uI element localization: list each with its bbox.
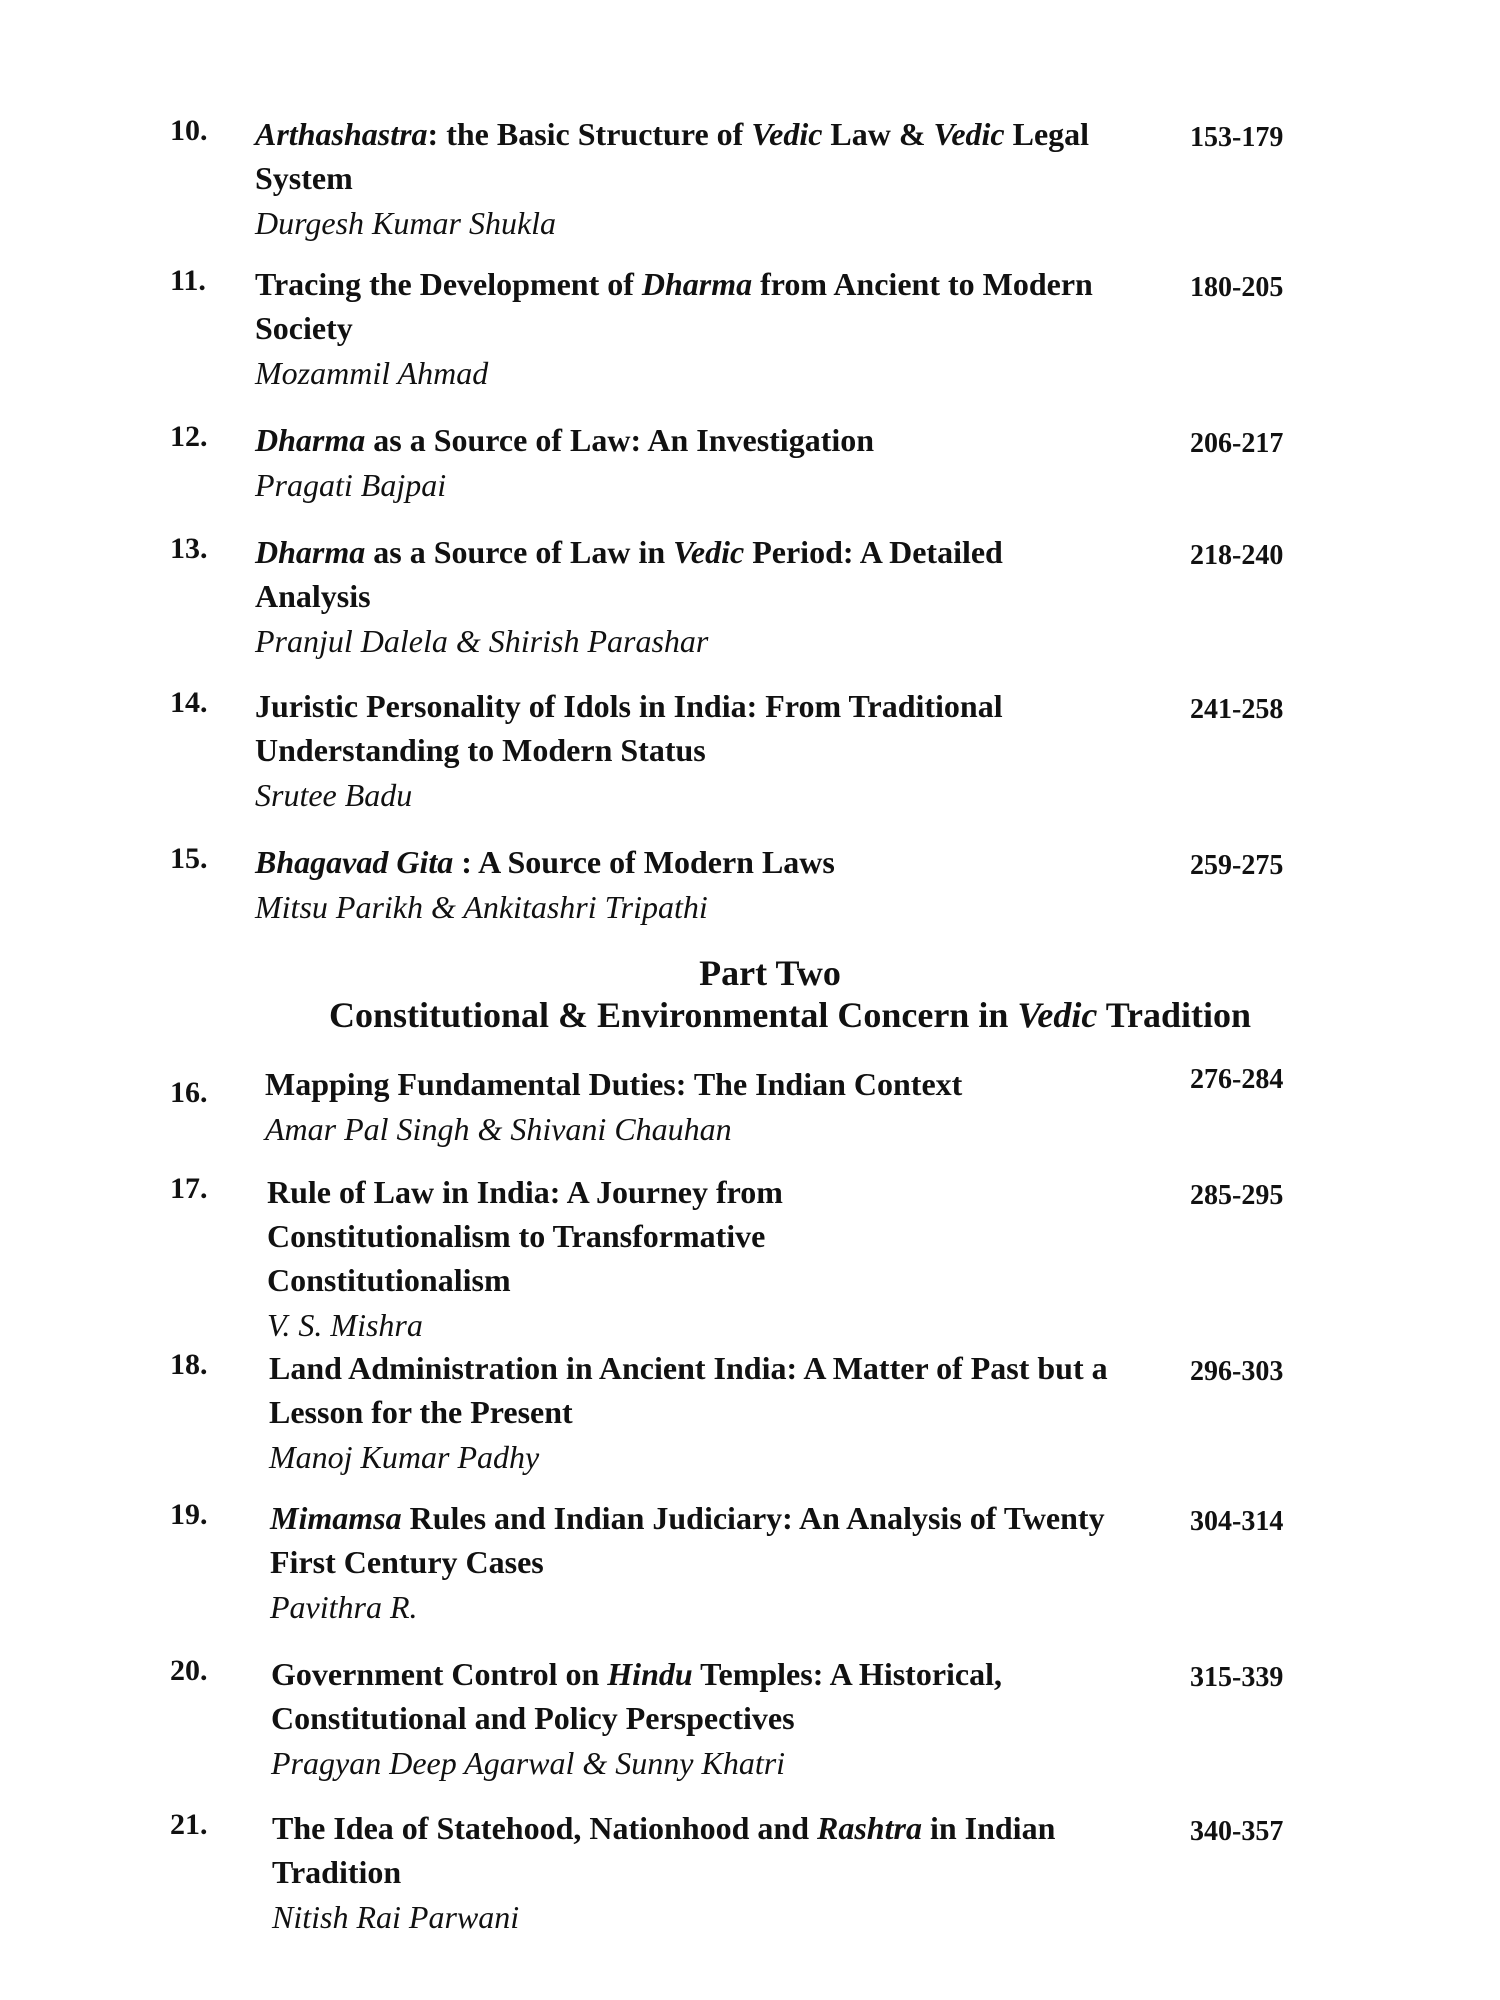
entry-title (269, 1346, 1129, 1434)
entry-author: V. S. Mishra (267, 1307, 423, 1343)
entry-author: Amar Pal Singh & Shivani Chauhan (265, 1111, 732, 1147)
part-two-heading: Part Two (699, 953, 841, 993)
entry-author: Nitish Rai Parwani (272, 1899, 520, 1935)
entry-page-range: 315-339 (1190, 1662, 1284, 1693)
entry-title (255, 112, 1115, 200)
entry-title (270, 1496, 1130, 1584)
entry-title (272, 1806, 1132, 1894)
entry-page-range: 218-240 (1190, 540, 1284, 571)
entry-page-range: 259-275 (1190, 850, 1284, 881)
title-text: The Idea of Statehood, Nationhood and (272, 1810, 817, 1846)
italic-term: Dharma (641, 266, 753, 302)
entry-author: Pavithra R. (270, 1589, 418, 1625)
entry-author: Manoj Kumar Padhy (269, 1439, 540, 1475)
entry-author: Mozammil Ahmad (255, 355, 489, 391)
title-text: Legal System (255, 116, 1090, 196)
entry-title (265, 1062, 1125, 1106)
entry-author: Durgesh Kumar Shukla (255, 205, 557, 241)
entry-number: 19. (170, 1498, 208, 1531)
title-text: Constitutional & Environmental Concern in (328, 995, 1018, 1035)
entry-number: 12. (170, 420, 208, 453)
entry-page-range: 276-284 (1190, 1064, 1284, 1095)
entry-author: Pragati Bajpai (255, 467, 447, 503)
entry-author: Srutee Badu (255, 777, 413, 813)
entry-number: 18. (170, 1348, 208, 1381)
entry-number: 13. (170, 532, 208, 565)
italic-term: Hindu (607, 1656, 693, 1692)
title-text: : A Source of Modern Laws (453, 844, 835, 880)
entry-page-range: 206-217 (1190, 428, 1284, 459)
italic-term: Dharma (255, 534, 366, 570)
entry-author: Pragyan Deep Agarwal & Sunny Khatri (271, 1745, 786, 1781)
entry-number: 11. (170, 264, 206, 297)
part-two-subtitle (0, 994, 1500, 1036)
title-text: Rule of Law in India: A Journey from Constitutionalism to Transformative Constitutionalism (267, 1174, 783, 1298)
italic-term: Vedic (751, 116, 823, 152)
title-text: : the Basic Structure of (427, 116, 752, 152)
entry-title (267, 1170, 897, 1302)
entry-page-range: 285-295 (1190, 1180, 1284, 1211)
title-text: Land Administration in Ancient India: A Matter of Past but a Lesson for the Present (269, 1350, 1108, 1430)
entry-number: 20. (170, 1654, 208, 1687)
entry-title (255, 840, 1115, 884)
title-text: as a Source of Law: An Investigation (365, 422, 875, 458)
entry-page-range: 241-258 (1190, 694, 1284, 725)
title-text: Tracing the Development of (255, 266, 642, 302)
entry-title (255, 530, 1115, 618)
italic-term: Rashtra (817, 1810, 922, 1846)
italic-term: Bhagavad Gita (255, 844, 454, 880)
entry-number: 15. (170, 842, 208, 875)
italic-term: Vedic (1017, 995, 1098, 1035)
entry-page-range: 153-179 (1190, 122, 1284, 153)
italic-term: Arthashastra (255, 116, 428, 152)
italic-term: Vedic (673, 534, 745, 570)
title-text: from Ancient to Modern Society (255, 266, 1093, 346)
italic-term: Vedic (933, 116, 1005, 152)
entry-title (255, 684, 1115, 772)
italic-term: Dharma (255, 422, 366, 458)
title-text: Temples: A Historical, Constitutional and Policy Perspectives (271, 1656, 1002, 1736)
title-text: in Indian Tradition (272, 1810, 1056, 1890)
title-text: as a Source of Law in (365, 534, 674, 570)
italic-term: Mimamsa (270, 1500, 402, 1536)
entry-number: 14. (170, 686, 208, 719)
title-text: Mapping Fundamental Duties: The Indian Context (265, 1066, 963, 1102)
title-text: Rules and Indian Judiciary: An Analysis of Twenty First Century Cases (270, 1500, 1105, 1580)
title-text: Juristic Personality of Idols in India: From Traditional Understanding to Modern Status (255, 688, 1003, 768)
entry-author: Mitsu Parikh & Ankitashri Tripathi (255, 889, 708, 925)
entry-title (255, 262, 1115, 350)
entry-number: 17. (170, 1172, 208, 1205)
entry-number: 16. (170, 1076, 208, 1109)
title-text: Tradition (1097, 995, 1252, 1035)
entry-page-range: 340-357 (1190, 1816, 1284, 1847)
entry-number: 21. (170, 1808, 208, 1841)
title-text: Law & (822, 116, 934, 152)
entry-title (271, 1652, 1131, 1740)
entry-page-range: 296-303 (1190, 1356, 1284, 1387)
title-text: Government Control on (271, 1656, 608, 1692)
entry-title (255, 418, 1115, 462)
entry-number: 10. (170, 114, 208, 147)
entry-author: Pranjul Dalela & Shirish Parashar (255, 623, 709, 659)
entry-page-range: 180-205 (1190, 272, 1284, 303)
title-text: Period: A Detailed Analysis (255, 534, 1003, 614)
entry-page-range: 304-314 (1190, 1506, 1284, 1537)
